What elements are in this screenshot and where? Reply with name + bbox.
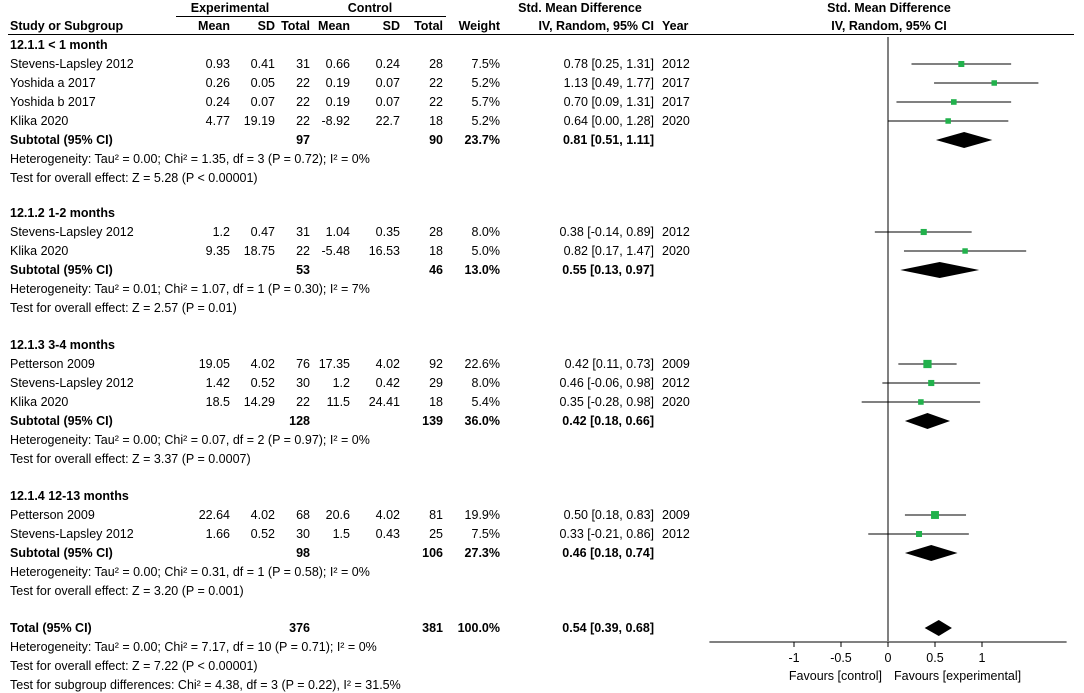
- study-n-c: 28: [429, 225, 443, 239]
- study-year: 2012: [662, 57, 690, 71]
- study-mean-e: 1.66: [205, 527, 230, 541]
- subtotal-n-c: 90: [429, 133, 443, 147]
- study-sd-c: 0.35: [375, 225, 400, 239]
- study-sd-e: 0.52: [250, 376, 275, 390]
- study-n-e: 22: [296, 76, 310, 90]
- study-ci: 1.13 [0.49, 1.77]: [563, 76, 654, 90]
- favours-control-label: Favours [control]: [788, 669, 882, 683]
- subtotal-n-c: 46: [429, 263, 443, 277]
- study-weight: 5.2%: [471, 76, 500, 90]
- subtotal-weight: 27.3%: [464, 546, 500, 560]
- study-study: Yoshida b 2017: [10, 95, 96, 109]
- pooled-diamond: [905, 545, 958, 561]
- study-sd-e: 0.47: [250, 225, 275, 239]
- study-mean-c: 0.19: [325, 95, 350, 109]
- x-tick-label: -0.5: [830, 651, 852, 665]
- study-ci: 0.38 [-0.14, 0.89]: [559, 225, 654, 239]
- study-weight: 5.7%: [471, 95, 500, 109]
- study-year: 2017: [662, 76, 690, 90]
- study-n-e: 30: [296, 527, 310, 541]
- col-mean-c-header: Mean: [318, 19, 350, 33]
- study-study: Klika 2020: [10, 114, 69, 128]
- subtotal-label: Subtotal (95% CI): [10, 546, 113, 560]
- effect-square: [962, 248, 967, 253]
- study-n-c: 92: [429, 357, 443, 371]
- plot-title-header: Std. Mean Difference: [827, 1, 951, 15]
- pooled-diamond: [936, 132, 992, 148]
- effect-square: [918, 399, 924, 405]
- study-study: Klika 2020: [10, 244, 69, 258]
- effect-square: [991, 80, 997, 86]
- study-year: 2020: [662, 114, 690, 128]
- study-mean-c: 11.5: [326, 395, 350, 409]
- x-tick-label: 0: [884, 651, 892, 665]
- effect-square: [923, 360, 931, 368]
- study-n-e: 31: [296, 225, 310, 239]
- study-n-c: 18: [429, 244, 443, 258]
- study-sd-e: 19.19: [243, 114, 275, 128]
- study-ci: 0.82 [0.17, 1.47]: [563, 244, 654, 258]
- study-n-e: 30: [296, 376, 310, 390]
- subgroup-title: 12.1.2 1-2 months: [10, 206, 115, 220]
- study-n-c: 28: [429, 57, 443, 71]
- study-year: 2012: [662, 225, 690, 239]
- study-weight: 7.5%: [471, 57, 500, 71]
- group-control-header: Control: [347, 1, 393, 15]
- study-weight: 22.6%: [464, 357, 500, 371]
- subtotal-n-c: 139: [422, 414, 443, 428]
- study-weight: 19.9%: [464, 508, 500, 522]
- study-sd-e: 0.41: [250, 57, 275, 71]
- effect-title-header: Std. Mean Difference: [518, 1, 642, 15]
- effect-square: [916, 531, 922, 537]
- overall-effect-text: Test for overall effect: Z = 3.37 (P = 0.0007): [10, 452, 251, 466]
- effect-square: [931, 511, 939, 519]
- study-year: 2017: [662, 95, 690, 109]
- study-sd-c: 0.43: [375, 527, 400, 541]
- col-total-e-header: Total: [281, 19, 310, 33]
- study-mean-e: 9.35: [205, 244, 230, 258]
- subtotal-ci: 0.81 [0.51, 1.11]: [562, 133, 654, 147]
- study-sd-e: 4.02: [250, 508, 275, 522]
- study-study: Yoshida a 2017: [10, 76, 96, 90]
- study-sd-e: 14.29: [243, 395, 275, 409]
- study-sd-c: 16.53: [368, 244, 400, 258]
- subtotal-n-e: 97: [296, 133, 310, 147]
- study-year: 2020: [662, 244, 690, 258]
- heterogeneity-text: Heterogeneity: Tau² = 0.00; Chi² = 1.35, df = 3 (P = 0.72); I² = 0%: [10, 152, 370, 166]
- subtotal-label: Subtotal (95% CI): [10, 263, 113, 277]
- study-n-c: 22: [429, 95, 443, 109]
- study-ci: 0.78 [0.25, 1.31]: [563, 57, 654, 71]
- x-tick-label: 0.5: [926, 651, 944, 665]
- study-mean-e: 0.93: [205, 57, 230, 71]
- study-mean-c: -5.48: [321, 244, 350, 258]
- plot-method-header: IV, Random, 95% CI: [831, 19, 947, 33]
- study-mean-e: 19.05: [198, 357, 230, 371]
- total-ci: 0.54 [0.39, 0.68]: [562, 621, 654, 635]
- effect-square: [921, 229, 927, 235]
- heterogeneity-text: Heterogeneity: Tau² = 0.00; Chi² = 0.07, df = 2 (P = 0.97); I² = 0%: [10, 433, 370, 447]
- subtotal-n-c: 106: [422, 546, 443, 560]
- study-study: Klika 2020: [10, 395, 69, 409]
- study-sd-c: 0.42: [375, 376, 400, 390]
- study-n-c: 18: [429, 395, 443, 409]
- study-n-c: 81: [429, 508, 443, 522]
- subtotal-n-e: 53: [296, 263, 310, 277]
- subtotal-ci: 0.46 [0.18, 0.74]: [562, 546, 654, 560]
- subtotal-weight: 23.7%: [464, 133, 500, 147]
- study-study: Stevens-Lapsley 2012: [10, 527, 134, 541]
- study-sd-c: 0.07: [375, 76, 400, 90]
- favours-experimental-label: Favours [experimental]: [894, 669, 1022, 683]
- study-weight: 5.0%: [471, 244, 500, 258]
- study-year: 2020: [662, 395, 690, 409]
- pooled-diamond: [905, 413, 950, 429]
- study-sd-e: 0.05: [250, 76, 275, 90]
- total-n-c: 381: [422, 621, 443, 635]
- study-sd-c: 24.41: [368, 395, 400, 409]
- col-sd-e-header: SD: [257, 19, 275, 33]
- study-mean-e: 22.64: [198, 508, 230, 522]
- subgroup-title: 12.1.4 12-13 months: [10, 489, 129, 503]
- effect-square: [958, 61, 964, 67]
- total-heterogeneity-text: Heterogeneity: Tau² = 0.00; Chi² = 7.17, df = 10 (P = 0.71); I² = 0%: [10, 640, 377, 654]
- study-sd-c: 4.02: [375, 508, 400, 522]
- study-ci: 0.70 [0.09, 1.31]: [563, 95, 654, 109]
- subtotal-ci: 0.42 [0.18, 0.66]: [562, 414, 654, 428]
- study-mean-c: 0.66: [325, 57, 350, 71]
- study-sd-e: 18.75: [243, 244, 275, 258]
- study-weight: 8.0%: [471, 225, 500, 239]
- subgroup-differences-text: Test for subgroup differences: Chi² = 4.38, df = 3 (P = 0.22), I² = 31.5%: [10, 678, 401, 692]
- study-year: 2012: [662, 376, 690, 390]
- study-mean-c: 0.19: [325, 76, 350, 90]
- study-n-c: 25: [429, 527, 443, 541]
- study-mean-c: 1.04: [325, 225, 350, 239]
- effect-square: [951, 99, 957, 105]
- study-n-c: 18: [429, 114, 443, 128]
- study-ci: 0.64 [0.00, 1.28]: [563, 114, 654, 128]
- col-year-header: Year: [662, 19, 689, 33]
- subtotal-ci: 0.55 [0.13, 0.97]: [562, 263, 654, 277]
- study-weight: 7.5%: [471, 527, 500, 541]
- x-tick-label: 1: [978, 651, 986, 665]
- col-study-header: Study or Subgroup: [10, 19, 124, 33]
- study-ci: 0.50 [0.18, 0.83]: [563, 508, 654, 522]
- study-weight: 5.4%: [471, 395, 500, 409]
- study-sd-c: 0.24: [375, 57, 400, 71]
- study-n-e: 22: [296, 395, 310, 409]
- study-sd-c: 0.07: [375, 95, 400, 109]
- study-n-c: 29: [429, 376, 443, 390]
- x-tick-label: -1: [788, 651, 800, 665]
- subgroup-title: 12.1.1 < 1 month: [10, 38, 108, 52]
- study-study: Petterson 2009: [10, 357, 95, 371]
- total-label: Total (95% CI): [10, 621, 92, 635]
- study-mean-c: 1.2: [332, 376, 350, 390]
- study-sd-c: 4.02: [375, 357, 400, 371]
- overall-effect-text: Test for overall effect: Z = 5.28 (P < 0.00001): [10, 171, 258, 185]
- study-year: 2009: [662, 508, 690, 522]
- col-total-c-header: Total: [414, 19, 443, 33]
- study-study: Stevens-Lapsley 2012: [10, 376, 134, 390]
- heterogeneity-text: Heterogeneity: Tau² = 0.01; Chi² = 1.07, df = 1 (P = 0.30); I² = 7%: [10, 282, 370, 296]
- total-n-e: 376: [289, 621, 310, 635]
- study-sd-e: 0.52: [250, 527, 275, 541]
- study-sd-c: 22.7: [375, 114, 400, 128]
- study-weight: 8.0%: [471, 376, 500, 390]
- subtotal-weight: 36.0%: [464, 414, 500, 428]
- study-ci: 0.33 [-0.21, 0.86]: [559, 527, 654, 541]
- study-mean-e: 0.24: [205, 95, 230, 109]
- study-n-e: 22: [296, 244, 310, 258]
- study-mean-e: 0.26: [205, 76, 230, 90]
- subtotal-label: Subtotal (95% CI): [10, 414, 113, 428]
- pooled-diamond: [900, 262, 979, 278]
- study-mean-e: 1.42: [205, 376, 230, 390]
- group-experimental-header: Experimental: [190, 1, 270, 15]
- study-year: 2012: [662, 527, 690, 541]
- study-weight: 5.2%: [471, 114, 500, 128]
- effect-square: [945, 118, 951, 124]
- study-year: 2009: [662, 357, 690, 371]
- study-mean-c: 17.35: [318, 357, 350, 371]
- study-study: Stevens-Lapsley 2012: [10, 225, 134, 239]
- subtotal-weight: 13.0%: [464, 263, 500, 277]
- study-sd-e: 4.02: [250, 357, 275, 371]
- study-study: Stevens-Lapsley 2012: [10, 57, 134, 71]
- study-sd-e: 0.07: [250, 95, 275, 109]
- study-mean-e: 4.77: [205, 114, 230, 128]
- col-sd-c-header: SD: [382, 19, 400, 33]
- overall-effect-text: Test for overall effect: Z = 3.20 (P = 0.001): [10, 584, 244, 598]
- effect-square: [928, 380, 934, 386]
- study-n-e: 22: [296, 95, 310, 109]
- study-mean-e: 1.2: [212, 225, 230, 239]
- study-study: Petterson 2009: [10, 508, 95, 522]
- subtotal-n-e: 128: [289, 414, 310, 428]
- subgroup-title: 12.1.3 3-4 months: [10, 338, 115, 352]
- heterogeneity-text: Heterogeneity: Tau² = 0.00; Chi² = 0.31, df = 1 (P = 0.58); I² = 0%: [10, 565, 370, 579]
- study-mean-c: -8.92: [321, 114, 350, 128]
- col-weight-header: Weight: [458, 19, 500, 33]
- subtotal-n-e: 98: [296, 546, 310, 560]
- study-ci: 0.35 [-0.28, 0.98]: [559, 395, 654, 409]
- subtotal-label: Subtotal (95% CI): [10, 133, 113, 147]
- study-mean-e: 18.5: [205, 395, 230, 409]
- study-n-e: 31: [296, 57, 310, 71]
- col-method-header: IV, Random, 95% CI: [538, 19, 654, 33]
- total-overall-effect-text: Test for overall effect: Z = 7.22 (P < 0.00001): [10, 659, 258, 673]
- study-n-c: 22: [429, 76, 443, 90]
- study-n-e: 68: [296, 508, 310, 522]
- study-n-e: 22: [296, 114, 310, 128]
- study-ci: 0.42 [0.11, 0.73]: [564, 357, 654, 371]
- study-ci: 0.46 [-0.06, 0.98]: [559, 376, 654, 390]
- study-n-e: 76: [296, 357, 310, 371]
- study-mean-c: 1.5: [332, 527, 350, 541]
- overall-effect-text: Test for overall effect: Z = 2.57 (P = 0.01): [10, 301, 237, 315]
- pooled-diamond: [925, 620, 952, 636]
- total-weight: 100.0%: [457, 621, 500, 635]
- study-mean-c: 20.6: [325, 508, 350, 522]
- col-mean-e-header: Mean: [198, 19, 230, 33]
